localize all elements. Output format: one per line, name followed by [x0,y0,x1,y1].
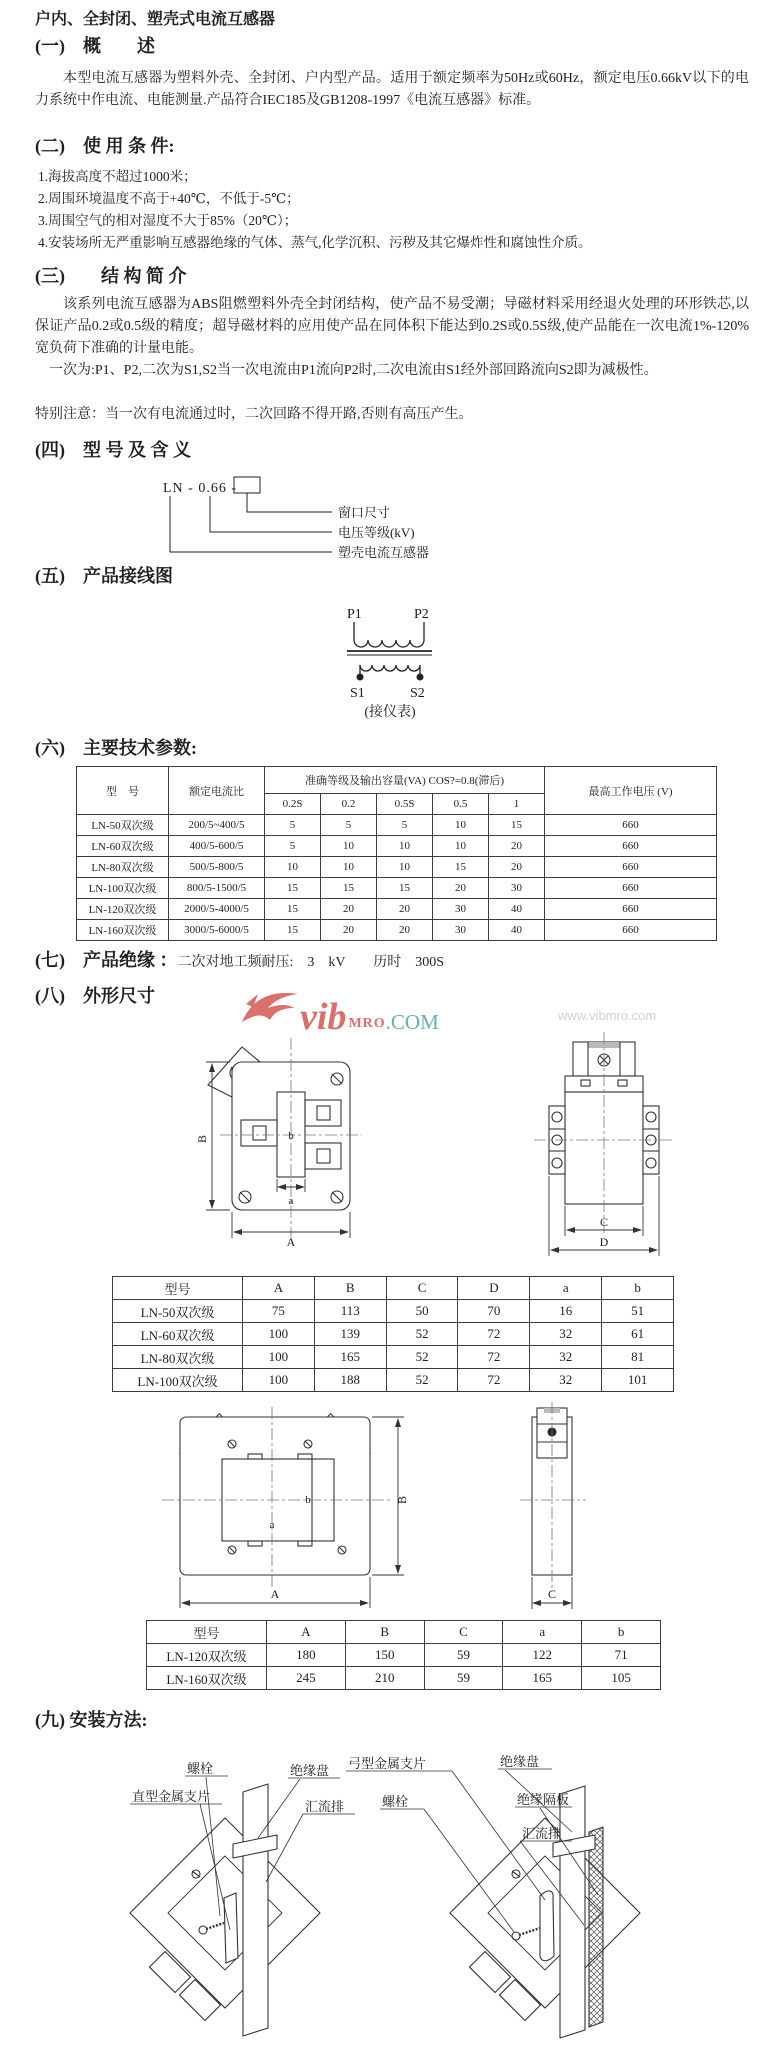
usage-conditions-list [38,166,752,254]
installation-diagram [0,1740,780,2050]
cell: 165 [314,1346,386,1369]
cell: 139 [314,1323,386,1346]
cell: 15 [265,920,321,941]
header-cell: A [267,1621,346,1644]
section-7-body: 二次对地工频耐压: 3 kV 历时 300S [177,955,445,970]
list-item: 2.周围环境温度不高于+40℃，不低于-5℃； [38,191,300,206]
cell: 150 [345,1644,424,1667]
tech-params-table [76,766,717,941]
cell: 10 [377,836,433,857]
list-item: 3.周围空气的相对湿度不大于85%（20℃）； [38,213,298,228]
cell: LN-120双次级 [77,899,169,920]
straight-bracket-part [224,1893,238,1963]
dim-a: a [269,1519,275,1531]
install-right-assembly [450,1786,640,2038]
section-7-line [35,946,444,972]
cell: 660 [545,878,717,899]
cell: 10 [321,857,377,878]
cell: LN-80双次级 [77,857,169,878]
label-busbar-right: 汇流排 [522,1826,562,1841]
cell: 100 [243,1323,315,1346]
leader-window [247,493,332,512]
cell: 61 [602,1323,674,1346]
terminal-dot-s2 [417,674,424,681]
header-cell: 型号 [113,1277,243,1300]
dim-C: C [547,1587,557,1601]
section-3-note: 特别注意：当一次有电流通过时，二次回路不得开路,否则有高压产生。 [35,407,473,422]
accuracy-class: 0.2S [265,794,321,815]
col-header-model: 型 号 [77,767,169,815]
table-row [77,857,717,878]
cell: 15 [265,878,321,899]
cell: LN-100双次级 [77,878,169,899]
header-cell: A [243,1277,315,1300]
cell: LN-60双次级 [77,836,169,857]
header-cell: B [314,1277,386,1300]
cell: 165 [503,1667,582,1690]
section-6-heading: (六) 主要技术参数: [35,738,197,758]
cell: LN-160双次级 [77,920,169,941]
label-window-size: 窗口尺寸 [338,505,391,520]
busbar-right [560,1786,585,2038]
header-cell: C [386,1277,458,1300]
cell: 75 [243,1300,315,1323]
core-lines [347,651,432,655]
label-disc-left: 绝缘盘 [290,1763,330,1778]
insulating-barrier-part [589,1827,603,2027]
cell: 81 [602,1346,674,1369]
cell: 15 [433,857,489,878]
outline-drawing-1 [0,1030,780,1268]
cell: 5 [377,815,433,836]
accuracy-class: 1 [489,794,545,815]
cell: 32 [530,1323,602,1346]
accuracy-class: 0.5S [377,794,433,815]
section-2-heading: (二) 使 用 条 件: [35,136,175,156]
dim-D: D [599,1235,609,1249]
table-row [77,878,717,899]
cell: 122 [503,1644,582,1667]
watermark-url: www.vibmro.com [558,1008,657,1023]
header-cell: 型号 [147,1621,267,1644]
cell: 15 [377,878,433,899]
section-8-heading: (八) 外形尺寸 [35,986,155,1006]
section-3-paragraph-1: 该系列电流互感器为ABS阻燃塑料外壳全封闭结构，使产品不易受潮；导磁材料采用经退火处理的环形铁芯,以保证产品0.2或0.5级的精度；超导磁材料的应用使产品在同体积下能达到0.2S或0.5S级,使产品能在一次电流1%-120%宽负荷下准确的计量电能。 [35,297,749,356]
col-header-ratio: 额定电流比 [169,767,265,815]
cell: 20 [433,878,489,899]
dim-b: b [305,1494,311,1506]
terminal-p1: P1 [347,607,362,622]
cell: 52 [386,1346,458,1369]
cell: 30 [433,899,489,920]
cell: 105 [582,1667,661,1690]
label-busbar-left: 汇流排 [305,1799,345,1814]
cell: 30 [433,920,489,941]
cell: LN-60双次级 [113,1323,243,1346]
cell: 5 [321,815,377,836]
primary-winding [354,622,424,647]
cell: 113 [314,1300,386,1323]
header-cell: C [424,1621,503,1644]
cell: 2000/5-4000/5 [169,899,265,920]
cell: 20 [377,899,433,920]
cell: 20 [377,920,433,941]
table-row [77,920,717,941]
cell: 10 [433,815,489,836]
front-view-wide [180,1414,371,1575]
list-item: 4.安装场所无严重影响互感器绝缘的气体、蒸气,化学沉积、污秽及其它爆炸性和腐蚀性介质。 [38,235,592,250]
cell: 15 [265,899,321,920]
cell: LN-120双次级 [147,1644,267,1667]
cell: 72 [458,1346,530,1369]
label-bow-bracket: 弓型金属支片 [348,1756,427,1771]
table-row [77,815,717,836]
cell: 400/5-600/5 [169,836,265,857]
cell: 188 [314,1369,386,1392]
table-row [113,1300,674,1323]
dim-B: B [195,1134,209,1144]
cell: 52 [386,1323,458,1346]
terminal-s1: S1 [350,686,365,701]
cell: 3000/5-6000/5 [169,920,265,941]
table-row [77,899,717,920]
dim-C: C [599,1215,609,1229]
dim-b: b [288,1130,294,1142]
table-row [147,1667,661,1690]
watermark-com: .COM [385,1010,439,1034]
dim-A: A [270,1587,280,1601]
cell: 660 [545,857,717,878]
cell: 5 [265,815,321,836]
cell: 210 [345,1667,424,1690]
cell: 51 [602,1300,674,1323]
busbar-left [243,1784,268,2036]
accuracy-class: 0.5 [433,794,489,815]
cell: 32 [530,1346,602,1369]
cell: 660 [545,836,717,857]
cell: 10 [265,857,321,878]
section-4-heading: (四) 型 号 及 含 义 [35,440,191,460]
terminal-dot-s1 [357,674,364,681]
label-voltage-class: 电压等级(kV) [338,525,415,540]
dims1-header-row [113,1277,674,1300]
cell: 32 [530,1369,602,1392]
dims-table-1 [112,1276,674,1392]
leader-voltage [210,496,332,532]
cell: 660 [545,920,717,941]
cell: 72 [458,1323,530,1346]
cell: 16 [530,1300,602,1323]
secondary-winding [360,665,420,674]
section-9-heading: (九) 安装方法: [35,1710,148,1730]
section-5-heading: (五) 产品接线图 [35,566,173,586]
leader-product [170,496,332,552]
front-view [208,1047,350,1210]
cell: 71 [582,1644,661,1667]
col-header-voltage: 最高工作电压 (V) [545,767,717,815]
cell: 40 [489,920,545,941]
cell: 10 [321,836,377,857]
cell: 660 [545,899,717,920]
watermark-mro: MRO [348,1016,386,1031]
cell: 59 [424,1644,503,1667]
header-cell: D [458,1277,530,1300]
cell: 800/5-1500/5 [169,878,265,899]
header-cell: a [503,1621,582,1644]
terminal-p2: P2 [414,607,429,622]
dim-a: a [288,1195,294,1207]
dims2-header-row [147,1621,661,1644]
cell: 15 [321,878,377,899]
cell: 70 [458,1300,530,1323]
cell: LN-50双次级 [77,815,169,836]
model-designation-diagram [0,462,780,562]
cell: 245 [267,1667,346,1690]
cell: 40 [489,899,545,920]
cell: 52 [386,1369,458,1392]
wiring-diagram [0,593,780,721]
table-row [113,1369,674,1392]
cell: 101 [602,1369,674,1392]
cell: 50 [386,1300,458,1323]
watermark-logo [238,984,439,1036]
header-cell: B [345,1621,424,1644]
dim-B: B [395,1495,409,1505]
cell: 72 [458,1369,530,1392]
section-1-paragraph: 本型电流互感器为塑料外壳、全封闭、户内型产品。适用于额定频率为50Hz或60Hz，额定电压0.66kV以下的电力系统中作电流、电能测量.产品符合IEC185及GB1208-1997《电流互感器》标准。 [35,71,749,108]
table-row [113,1346,674,1369]
page-title: 户内、全封闭、塑壳式电流互感器 [35,11,276,28]
cell: 10 [433,836,489,857]
cell: 20 [489,836,545,857]
label-bolt-left: 螺栓 [187,1761,214,1776]
cell: 20 [321,899,377,920]
cell: 660 [545,815,717,836]
outline-drawing-2 [0,1402,780,1617]
section-7-heading: (七) 产品绝缘 ： [35,950,178,970]
header-cell: b [582,1621,661,1644]
cell: 59 [424,1667,503,1690]
cell: 100 [243,1346,315,1369]
watermark-script: vib [300,996,347,1038]
meter-note: (接仪表) [364,705,416,720]
table-row [147,1644,661,1667]
cell: LN-50双次级 [113,1300,243,1323]
table-row [113,1323,674,1346]
cell: 10 [377,857,433,878]
label-bolt-right: 螺栓 [382,1794,409,1809]
cell: LN-100双次级 [113,1369,243,1392]
cell: 20 [489,857,545,878]
header-cell: b [602,1277,674,1300]
cell: 20 [321,920,377,941]
section-1-heading: (一) 概 述 [35,36,155,56]
terminal-s2: S2 [410,686,425,701]
label-disc-right: 绝缘盘 [500,1754,540,1769]
col-header-accuracy: 准确等级及输出容量(VA) COS?=0.8(滞后) [265,767,545,794]
section-3-heading: (三) 结 构 简 介 [35,266,187,286]
cell: 100 [243,1369,315,1392]
dims-table-2 [146,1620,661,1690]
cell: 15 [489,815,545,836]
table-row [77,836,717,857]
model-code: LN - 0.66 - [163,481,237,496]
cell: 30 [489,878,545,899]
label-barrier: 绝缘隔板 [517,1792,570,1807]
cell: LN-160双次级 [147,1667,267,1690]
section-3-paragraph-2: 一次为:P1、P2,二次为S1,S2当一次电流由P1流向P2时,二次电流由S1经外部回路流向S2即为减极性。 [49,363,658,378]
cell: 180 [267,1644,346,1667]
cell: 5 [265,836,321,857]
bow-bracket-part [540,1891,554,1961]
list-item: 1.海拔高度不超过1000米； [38,169,197,184]
label-product-type: 塑壳电流互感器 [338,545,430,560]
accuracy-class: 0.2 [321,794,377,815]
cell: 200/5~400/5 [169,815,265,836]
cell: 500/5-800/5 [169,857,265,878]
label-straight-bracket: 直型金属支片 [132,1789,211,1804]
dim-A: A [286,1235,296,1249]
model-window-box [234,477,260,493]
cell: LN-80双次级 [113,1346,243,1369]
header-cell: a [530,1277,602,1300]
